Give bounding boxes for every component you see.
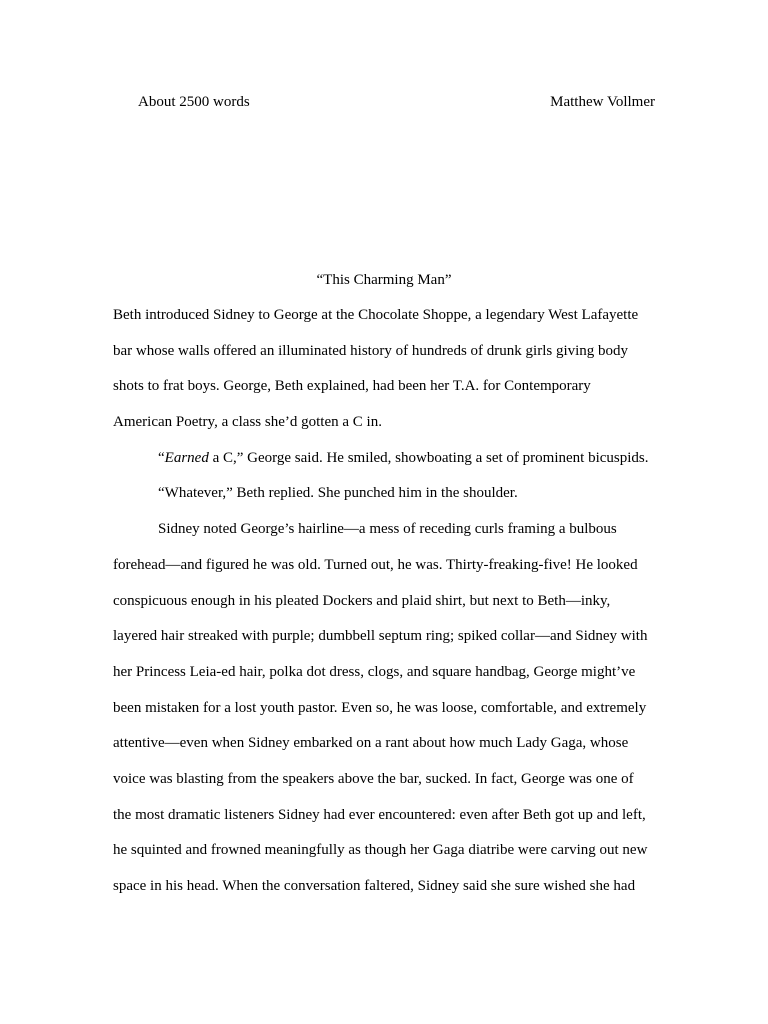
text-line (113, 441, 655, 477)
text-line: shots to frat boys. George, Beth explained, had been her T.A. for Contemporary (113, 378, 591, 395)
text-line: “Whatever,” Beth replied. She punched him in the shoulder. (158, 485, 518, 502)
text-line: conspicuous enough in his pleated Dockers and plaid shirt, but next to Beth—inky, (113, 592, 611, 609)
text-line: Sidney noted George’s hairline—a mess of receding curls framing a bulbous (158, 521, 617, 538)
text-line: been mistaken for a lost youth pastor. Even so, he was loose, comfortable, and extremely (113, 699, 647, 716)
author-name: Matthew Vollmer (550, 94, 655, 110)
text-line: he squinted and frowned meaningfully as though her Gaga diatribe were carving out new (113, 842, 648, 859)
text-line: bar whose walls offered an illuminated history of hundreds of drunk girls giving body (113, 342, 629, 359)
text-line: forehead—and figured he was old. Turned out, he was. Thirty-freaking-five! He looked (113, 556, 638, 573)
text-line: American Poetry, a class she’d gotten a C in. (113, 414, 382, 431)
open-quote: “ (158, 449, 165, 466)
word-count: About 2500 words (138, 94, 250, 110)
text-line: the most dramatic listeners Sidney had ever encountered: even after Beth got up and left, (113, 806, 646, 823)
line-rest: a C,” George said. He smiled, showboating a set of prominent bicuspids. (208, 449, 649, 466)
text-line: her Princess Leia-ed hair, polka dot dress, clogs, and square handbag, George might’ve (113, 663, 636, 680)
text-line: attentive—even when Sidney embarked on a rant about how much Lady Gaga, whose (113, 735, 629, 752)
text-line: Beth introduced Sidney to George at the Chocolate Shoppe, a legendary West Lafayette (113, 307, 639, 323)
text-line: voice was blasting from the speakers above the bar, sucked. In fact, George was one of (113, 770, 634, 787)
text-line: layered hair streaked with purple; dumbbell septum ring; spiked collar—and Sidney with (113, 628, 648, 645)
text-line: space in his head. When the conversation faltered, Sidney said she sure wished she had (113, 878, 636, 894)
italic-word: Earned (164, 449, 209, 466)
story-body (113, 298, 655, 905)
story-title: “This Charming Man” (316, 272, 452, 288)
